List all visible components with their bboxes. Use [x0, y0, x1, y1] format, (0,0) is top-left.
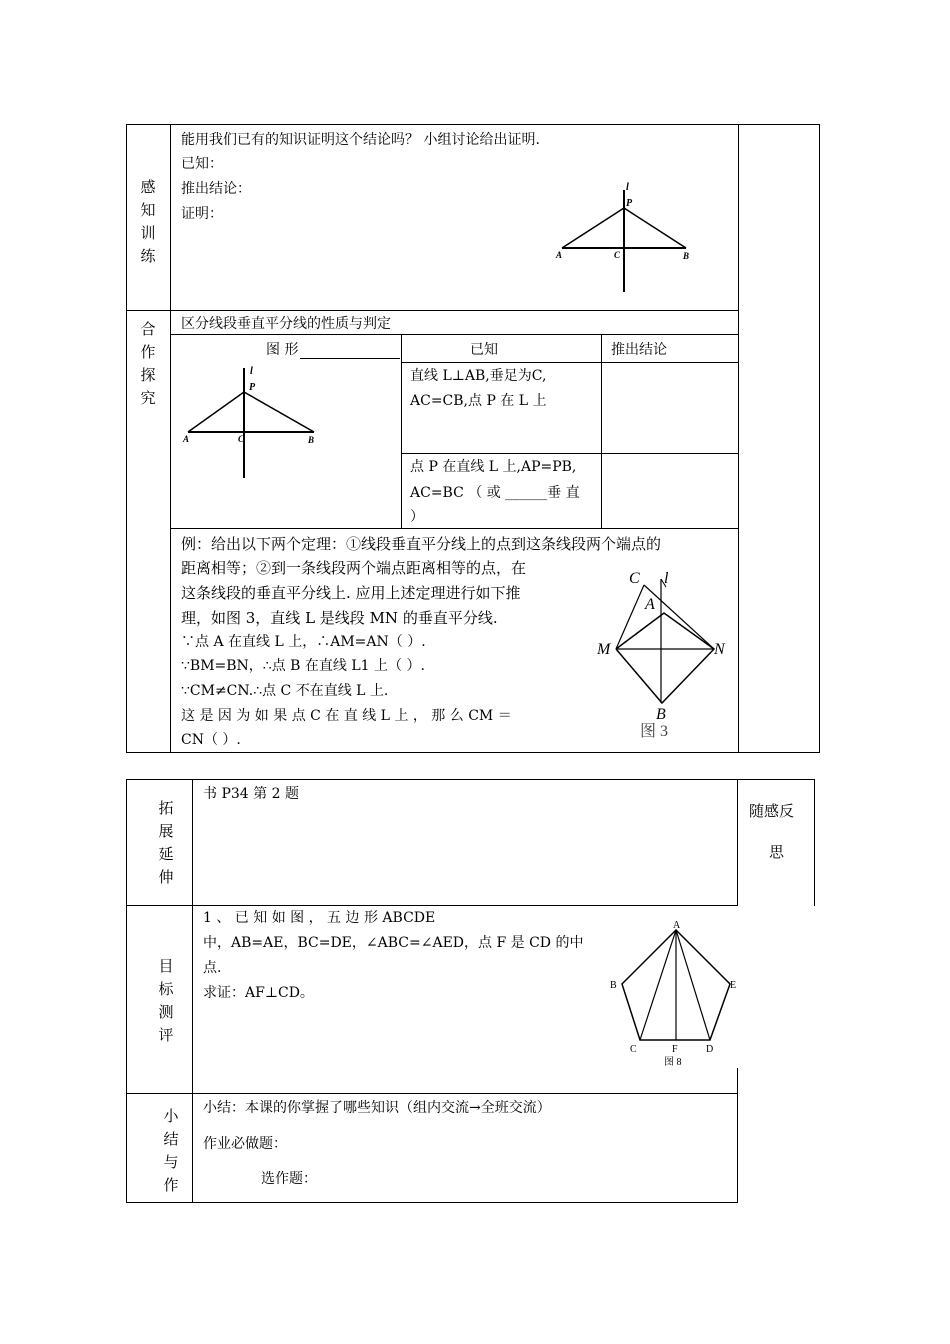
label-l: l [664, 570, 669, 587]
example-line-2: 距离相等；②到一条线段两个端点距离相等的点，在 [181, 559, 527, 577]
label-B: B [656, 706, 666, 723]
row1-known-line2: AC=CB,点 P 在 L 上 [410, 393, 547, 409]
row2-known-line2: AC=BC （ 或 ______垂 直 [410, 485, 580, 501]
reflection-label-1: 随感反 [749, 802, 795, 820]
label-D: D [706, 1044, 714, 1055]
row2-known-line3: ） [410, 509, 424, 525]
label-F: F [672, 1044, 678, 1055]
target-line-4: 求证：AF⊥CD。 [203, 985, 314, 1001]
triangle-figure-1 [550, 180, 700, 298]
label-A: A [556, 250, 563, 260]
section-label-target: 目 标 测 评 [158, 957, 174, 1044]
section-label-cooperate: 合 作 探 究 [140, 320, 156, 407]
perception-question: 能用我们已有的知识证明这个结论吗？ 小组讨论给出证明. [181, 132, 540, 148]
label-P: P [249, 382, 256, 393]
label-B: B [683, 251, 690, 261]
label-C: C [630, 1044, 637, 1055]
label-A: A [645, 596, 655, 613]
label-B: B [308, 435, 315, 445]
label-B: B [610, 980, 617, 991]
row2-known-line1: 点 P 在直线 L 上,AP=PB, [410, 459, 577, 475]
example-line-8: 这 是 因 为 如 果 点 C 在 直 线 L 上 ， 那 么 CM ＝ [181, 708, 512, 724]
example-line-7: ∵CM≠CN.∴点 C 不在直线 L 上. [181, 683, 389, 699]
triangle-figure-2 [180, 362, 320, 482]
summary-line-1: 小结：本课的你掌握了哪些知识（组内交流→全班交流） [203, 1100, 551, 1116]
example-line-6: ∵BM=BN，∴点 B 在直线 L1 上（ ）. [181, 658, 425, 674]
example-line-4: 理，如图 3，直线 L 是线段 MN 的垂直平分线. [181, 609, 498, 627]
extend-content: 书 P34 第 2 题 [203, 786, 299, 802]
label-C: C [238, 434, 245, 444]
header-figure: 图 形 [266, 342, 299, 358]
figure-8-caption: 图 8 [664, 1057, 682, 1068]
label-l: l [250, 366, 253, 377]
header-known: 已知 [470, 342, 498, 358]
target-line-2: 中，AB=AE，BC=DE，∠ABC=∠AED，点 F 是 CD 的中 [203, 935, 584, 951]
summary-line-2: 作业必做题： [203, 1136, 287, 1152]
example-line-9: CN（ ）. [181, 732, 241, 748]
label-A: A [183, 434, 190, 444]
perception-known: 已知： [181, 156, 223, 172]
example-line-3: 这条线段的垂直平分线上. 应用上述定理进行如下推 [181, 584, 521, 602]
label-E: E [730, 980, 737, 991]
label-M: M [597, 641, 611, 658]
label-C: C [629, 570, 640, 587]
cooperate-title: 区分线段垂直平分线的性质与判定 [181, 316, 391, 332]
section-label-perception: 感 知 训 练 [140, 178, 156, 265]
label-A: A [673, 920, 681, 931]
header-conclusion: 推出结论 [611, 342, 667, 358]
section-label-summary: 小 结 与 作 [163, 1107, 179, 1194]
perception-conclusion: 推出结论： [181, 181, 251, 197]
section-label-extend: 拓 展 延 伸 [158, 799, 174, 886]
example-line-5: ∵点 A 在直线 L 上，∴AM=AN（ ）. [181, 634, 426, 650]
target-line-3: 点. [203, 960, 222, 976]
reflection-label-2: 思 [769, 843, 785, 861]
label-P: P [626, 198, 633, 209]
summary-line-3: 选作题： [261, 1171, 317, 1187]
target-line-1: 1 、 已 知 如 图 ， 五 边 形 ABCDE [203, 910, 436, 926]
figure-8-pentagon [604, 910, 740, 1070]
label-N: N [714, 641, 725, 658]
figure-3 [596, 565, 736, 745]
row1-known-line1: 直线 L⊥AB,垂足为C, [410, 368, 547, 384]
label-l: l [626, 182, 629, 193]
example-line-1: 例：给出以下两个定理：①线段垂直平分线上的点到这条线段两个端点的 [181, 535, 662, 553]
figure-3-caption: 图 3 [640, 723, 669, 740]
label-C: C [614, 250, 621, 260]
perception-proof: 证明： [181, 206, 223, 222]
